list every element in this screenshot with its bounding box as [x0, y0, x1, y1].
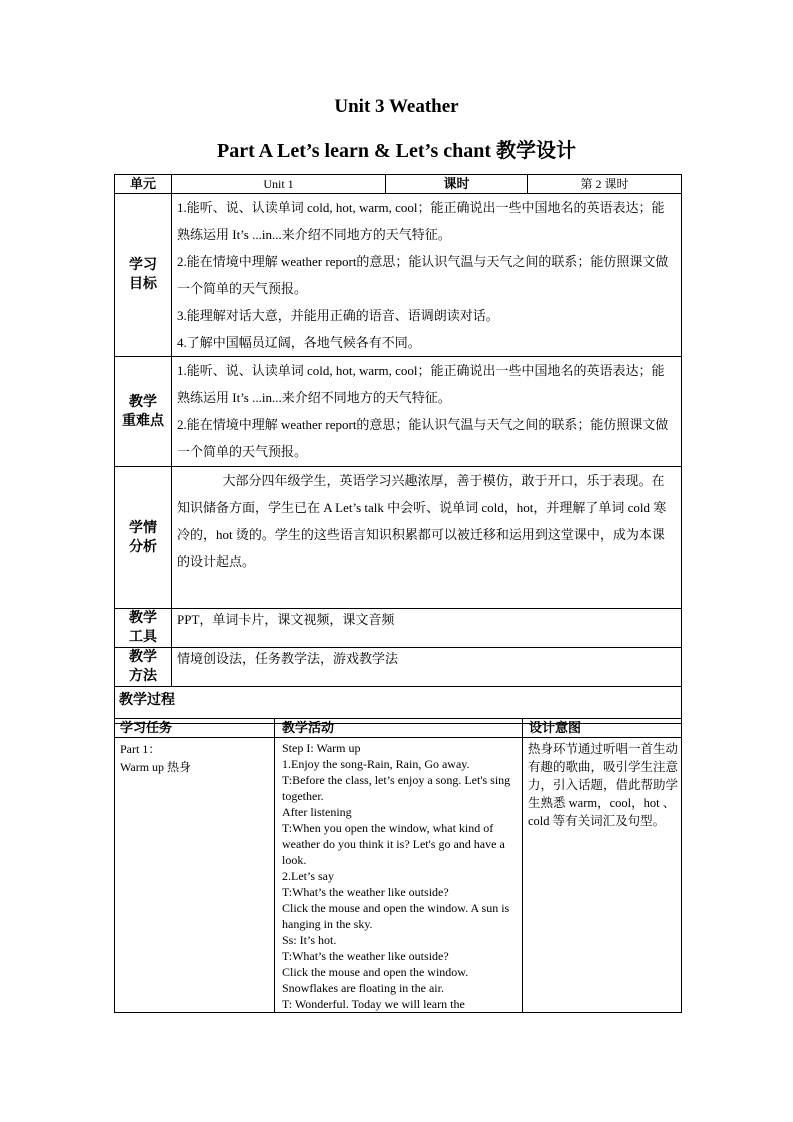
unit-value: Unit 1 — [172, 175, 386, 194]
activity-line: T: Wonderful. Today we will learn the — [282, 997, 465, 1011]
activity-line: 1.Enjoy the song-Rain, Rain, Go away. — [282, 757, 470, 771]
analysis-row — [115, 467, 682, 609]
analysis-text: 大部分四年级学生，英语学习兴趣浓厚，善于模仿，敢于开口，乐于表现。在知识储备方面，学生已在 A Let’s talk 中会听、说单词 cold，hot，并理解了单词 cold 寒冷的，hot 烫的。学生的这些语言知识积累都可以被迁移和运用到这堂课中，成为本课的设计起点。 — [177, 473, 667, 569]
tools-row — [115, 609, 682, 648]
activity-line: Click the mouse and open the window. A sun is hanging in the sky. — [282, 901, 510, 931]
info-row — [115, 175, 682, 194]
task-cell — [115, 738, 275, 1013]
key-points-content — [172, 357, 682, 467]
analysis-content — [172, 467, 682, 609]
goals-line: 4.了解中国幅员辽阔，各地气候各有不同。 — [177, 335, 421, 350]
methods-label: 教学 方法 — [115, 648, 172, 687]
process-label: 教学过程 — [115, 687, 682, 724]
intent-cell: 热身环节通过听唱一首生动有趣的歌曲，吸引学生注意力，引入话题，借此帮助学生熟悉 warm，cool，hot 、cold 等有关词汇及句型。 — [523, 738, 682, 1013]
goals-line: 2.能在情境中理解 weather report的意思；能认识气温与天气之间的联系；能仿照课文做一个简单的天气预报。 — [177, 254, 669, 296]
process-col-intent: 设计意图 — [523, 719, 682, 738]
goals-line: 1.能听、说、认读单词 cold, hot, warm, cool；能正确说出一些中国地名的英语表达；能熟练运用 It’s ...in...来介绍不同地方的天气特征。 — [177, 200, 665, 242]
page-subtitle: Part A Let’s learn & Let’s chant 教学设计 — [216, 140, 577, 162]
analysis-label: 学情 分析 — [115, 467, 172, 609]
key-points-label: 教学 重难点 — [115, 357, 172, 467]
activity-line: T:What’s the weather like outside? — [282, 949, 449, 963]
key-points-row — [115, 357, 682, 467]
process-row — [115, 738, 682, 1013]
goals-label: 学习 目标 — [115, 194, 172, 357]
goals-row — [115, 194, 682, 357]
process-col-activity: 教学活动 — [275, 719, 523, 738]
period-value: 第 2 课时 — [528, 175, 682, 194]
lesson-plan-table — [114, 174, 682, 724]
goals-line: 3.能理解对话大意，并能用正确的语音、语调朗读对话。 — [177, 308, 499, 323]
activity-line: After listening — [282, 805, 352, 819]
tools-label: 教学 工具 — [115, 609, 172, 648]
process-table — [114, 718, 682, 1013]
key-points-line: 1.能听、说、认读单词 cold, hot, warm, cool；能正确说出一些中国地名的英语表达；能熟练运用 It’s ...in...来介绍不同地方的天气特征。 — [177, 363, 665, 405]
methods-row — [115, 648, 682, 687]
period-label: 课时 — [386, 175, 528, 194]
key-points-line: 2.能在情境中理解 weather report的意思；能认识气温与天气之间的联系；能仿照课文做一个简单的天气预报。 — [177, 417, 669, 459]
unit-label: 单元 — [115, 175, 172, 194]
methods-content: 情境创设法，任务教学法，游戏教学法 — [172, 648, 682, 687]
activity-line: T:What’s the weather like outside? — [282, 885, 449, 899]
task-line: Warm up 热身 — [120, 760, 192, 774]
activity-line: Click the mouse and open the window. Snowflakes are floating in the air. — [282, 965, 469, 995]
activity-line: 2.Let’s say — [282, 869, 334, 883]
activity-cell — [275, 738, 523, 1013]
page-title: Unit 3 Weather — [334, 96, 459, 117]
process-col-task: 学习任务 — [115, 719, 275, 738]
activity-line: T:Before the class, let’s enjoy a song. Let's sing together. — [282, 773, 511, 803]
tools-content: PPT，单词卡片，课文视频，课文音频 — [172, 609, 682, 648]
goals-content — [172, 194, 682, 357]
activity-line: Ss: It’s hot. — [282, 933, 337, 947]
activity-line: Step I: Warm up — [282, 741, 361, 755]
activity-line: T:When you open the window, what kind of weather do you think it is? Let's go and have a look. — [282, 821, 505, 867]
task-line: Part 1： — [120, 742, 161, 756]
process-header-row — [115, 719, 682, 738]
